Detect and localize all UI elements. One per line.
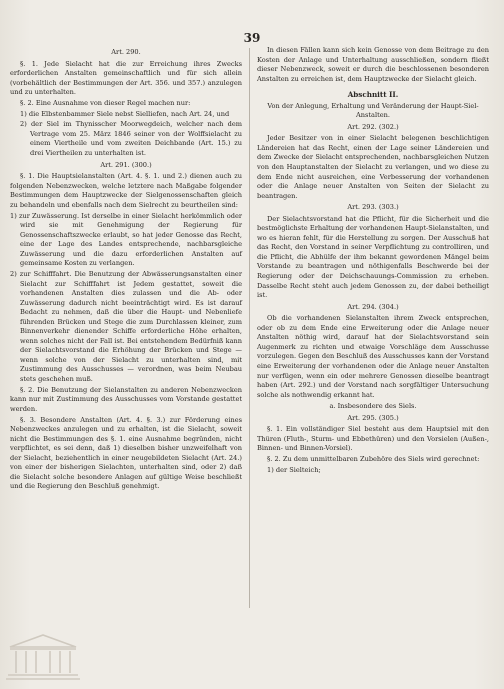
paragraph: In diesen Fällen kann sich kein Genosse von dem Beitrage zu den Kosten der Anlage und Unterhaltung ausschließen, sondern fließt dieser Nebenzweck, soweit er durch die beschlossenen besonderen Anstalten zu erreichen ist, dem Hauptzwecke der Sielacht gleich.: [257, 46, 489, 83]
subsection-heading: a. Insbesondere des Siels.: [329, 402, 417, 411]
paragraph: Ob die vorhandenen Sielanstalten ihrem Zweck entsprechen, oder ob zu dem Ende eine Erweiterung oder die Anlage neuer Anstalten nöthig wird, darauf hat der Sielachtsvorstand sein Augenmerk zu richten und etwaige Vorschläge dem Ausschusse vorzulegen. Gegen den Beschluß des Ausschusses kann der Vorstand eine Erweiterung der vorhandenen oder die Anlage neuer Anstalten nur verfügen, wenn ein oder mehrere Genossen dieselbe beantragt haben (Art. 292.) und der Vorstand nach sorgfältiger Untersuchung solche als nothwendig erkannt hat.: [257, 314, 489, 399]
section-heading: Abschnitt II.: [347, 90, 399, 100]
paragraph: §. 1. Die Hauptsielanstalten (Art. 4. §. 1. und 2.) dienen auch zu folgenden Nebenzwecken, welche letztere nach Maßgabe folgender Bestimmungen dem Hauptzwecke der Sielgenossenschaften gleich zu behandeln und ebenfalls nach dem Sielrecht zu beurtheilen sind:: [10, 172, 242, 209]
list-item: 1) zur Zuwässerung. Ist derselbe in einer Sielacht herkömmlich oder wird sie mit Genehmigung der Regierung für Genossenschaftszwecke erlaubt, so hat jeder Genosse das Recht, eine der Lage des Landes entsprechende, nachbarsgleiche Zuwässerung und die dazu erforderlichen Anstalten auf gemeinsame Kosten zu verlangen.: [10, 211, 242, 268]
article-heading: Art. 292. (302.): [347, 122, 399, 131]
list-item: 2) zur Schifffahrt. Die Benutzung der Abwässerungsanstalten einer Sielacht zur Schifffahrt ist Jedem gestattet, soweit die vorhandenen Anstalten dies zulassen und die Ab- oder Zuwässerung dadurch nicht beeinträchtigt wird. Es ist darauf Bedacht zu nehmen, daß die über die Haupt- und Nebenliefe führenden Brücken und Stege die zum Durchlassen kleiner, zum Binnenverkehr dienender Schiffe erforderliche Höhe erhalten, wenn solches nicht der Fall ist. Bei entstehendem Bedürfniß kann der Sielachtsvorstand die Erhöhung der Brücken und Stege — wenn solche von der Sielacht zu unterhalten sind, mit Zustimmung des Ausschusses — verordnen, was beim Neubau stets geschehen muß.: [10, 269, 242, 383]
paragraph: §. 2. Eine Ausnahme von dieser Regel machen nur:: [20, 98, 191, 107]
section-subheading: Von der Anlegung, Erhaltung und Veränderung der Haupt-Siel-Anstalten.: [267, 101, 479, 120]
article-heading: Art. 291. (300.): [100, 160, 152, 169]
paragraph: Der Sielachtsvorstand hat die Pflicht, für die Sicherheit und die bestmöglichste Erhaltung der vorhandenen Haupt-Sielanstalten, und wo es hieran fehlt, für die Herstellung zu sorgen. Der Ausschuß hat das Recht, den Vorstand in seiner Verpflichtung zu controlliren, und die Pflicht, die Abhülfe der ihm bekannt gewordenen Mängel beim Vorstande zu beantragen und nöthigenfalls Beschwerde bei der Regierung oder der Deichschauungs-Commission zu erheben. Dasselbe Recht steht auch jedem Genossen zu, der dabei betheiligt ist.: [257, 214, 489, 300]
building-logo-icon: [6, 633, 80, 683]
paragraph: Jeder Besitzer von in einer Sielacht belegenen beschlichtigen Ländereien hat das Recht, einen der Lage seiner Ländereien und dem Zwecke der Sielacht entsprechenden, nachbarsgleichen Nutzen von den Hauptanstalten der Sielacht zu verlangen, und wo diese zu dem Ende nicht ausreichen, eine Verbesserung der vorhandenen oder die Anlage neuer Anstalten von Seiten der Sielacht zu beantragen.: [257, 134, 489, 200]
paragraph: §. 2. Zu dem unmittelbaren Zubehöre des Siels wird gerechnet:: [267, 455, 480, 464]
list-item: 1) der Sielteich;: [267, 465, 321, 474]
paragraph: §. 3. Besondere Anstalten (Art. 4. §. 3.) zur Förderung eines Nebenzweckes anzulegen und zu erhalten, ist die Sielacht, soweit nicht die Bestimmungen des §. 1. eine Ausnahme begründen, nicht verpflichtet, es sei denn, daß 1) dieselben bisher unzweifelhaft von der Sielacht, beziehentlich in einer neugebildeten Sielacht (Art. 24.) von einer der bisherigen Sielachten, unterhalten sind, oder 2) daß die Sielacht solche besondere Anlagen auf gültige Weise beschließt und die Regierung den Beschluß genehmigt.: [10, 415, 242, 491]
paragraph: §. 1. Jede Sielacht hat die zur Erreichung ihres Zwecks erforderlichen Anstalten gemeinschaftlich und für sich allein (vorbehältlich der Bestimmungen der Art. 356. und 357.) anzulegen und zu unterhalten.: [10, 59, 242, 97]
article-heading: Art. 293. (303.): [347, 203, 399, 212]
paragraph: §. 1. Ein vollständiger Siel besteht aus dem Hauptsiel mit den Thüren (Fluth-, Sturm- und Ebbethüren) und den Vorsielen (Außen-, Binnen- und Binnen-Vorsiel).: [257, 425, 489, 453]
article-heading: Art. 294. (304.): [347, 302, 399, 311]
list-item: 1) die Elbstenbammer Siele nebst Sielliefen, nach Art. 24, und: [20, 109, 230, 118]
list-item: 2) der Siel im Thynisscher Moorwegdeich, welcher nach dem Vertrage vom 25. März 1846 seiner von der Wolffsielacht zu einem Viertheile und vom zweiten Deichbande (Art. 15.) zu drei Viertheilen zu unterhalten ist.: [20, 120, 242, 158]
page-number: 39: [243, 31, 261, 45]
article-heading: Art. 290.: [111, 48, 141, 56]
column-divider: [249, 48, 250, 608]
right-column: [257, 46, 489, 477]
article-heading: Art. 295. (305.): [347, 413, 399, 422]
left-column: [10, 46, 242, 493]
paragraph: §. 2. Die Benutzung der Sielanstalten zu anderen Nebenzwecken kann nur mit Zustimmung des Ausschusses vom Vorstande gestattet werden.: [10, 385, 242, 413]
